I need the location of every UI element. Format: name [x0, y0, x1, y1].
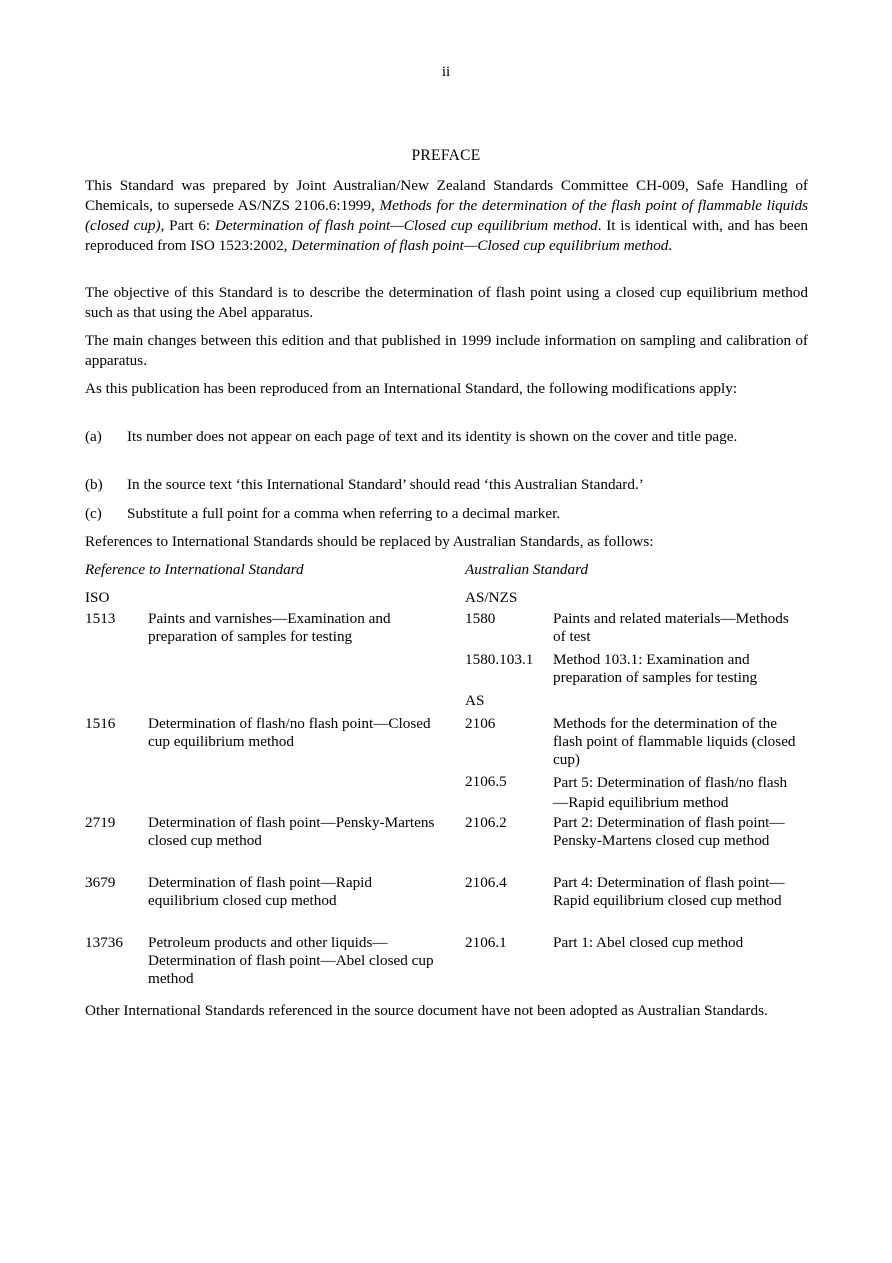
as-title: Paints and related materials—Methods of test	[553, 610, 789, 645]
as-number: 1580	[465, 610, 496, 627]
right-column-header: Australian Standard	[465, 561, 589, 578]
as-number: 1580.103.1	[465, 651, 534, 668]
as-number: 2106.2	[465, 814, 507, 831]
as-group-label: AS	[465, 692, 485, 709]
other-standards-paragraph: Other International Standards referenced in the source document have not been adopted as Australian Standards.	[85, 1002, 768, 1019]
as-number: 2106.1	[465, 934, 507, 951]
intro-paragraph	[85, 176, 808, 256]
list-item-text: In the source text ‘this International Standard’ should read ‘this Australian Standard.’	[127, 476, 644, 493]
intro-part: , Part 6:	[160, 217, 215, 234]
changes-paragraph: The main changes between this edition and that published in 1999 include information on sampling and calibration of apparatus.	[85, 332, 808, 369]
as-title: Method 103.1: Examination and preparation of samples for testing	[553, 651, 758, 686]
objective-paragraph: The objective of this Standard is to describe the determination of flash point using a closed cup equilibrium method such as that using the Abel apparatus.	[85, 284, 808, 321]
page-title: PREFACE	[411, 147, 481, 164]
list-item-text: Its number does not appear on each page of text and its identity is shown on the cover and title page.	[127, 428, 738, 445]
iso-number: 1513	[85, 610, 116, 627]
as-number: 2106	[465, 715, 496, 732]
intro-end: .	[668, 237, 673, 254]
asnzs-group-label: AS/NZS	[465, 589, 518, 606]
iso-title: Paints and varnishes—Examination and preparation of samples for testing	[148, 610, 391, 645]
iso-number: 3679	[85, 874, 116, 891]
as-number: 2106.4	[465, 874, 507, 891]
iso-title: Determination of flash/no flash point—Closed cup equilibrium method	[148, 715, 431, 750]
iso-number: 13736	[85, 934, 123, 951]
as-title: Part 4: Determination of flash point—Rapid equilibrium closed cup method	[553, 874, 785, 909]
list-item-text: Substitute a full point for a comma when referring to a decimal marker.	[127, 505, 561, 522]
as-title: Part 1: Abel closed cup method	[553, 934, 744, 951]
iso-group-label: ISO	[85, 589, 110, 606]
iso-title: Determination of flash point—Rapid equilibrium closed cup method	[148, 874, 372, 909]
as-number: 2106.5	[465, 773, 507, 790]
left-column-header: Reference to International Standard	[85, 561, 304, 578]
references-paragraph: References to International Standards should be replaced by Australian Standards, as follows:	[85, 533, 654, 550]
intro-identical: . It is identical with, and has been reproduced from ISO 1523:2002,	[85, 217, 808, 254]
intro-text: This Standard was prepared by Joint Australian/New Zealand Standards Committee CH-009, Safe Handling of Chemicals, to supersede AS/NZS 2106.6:1999,	[85, 177, 808, 214]
list-item-label: (b)	[85, 476, 103, 493]
iso-number: 2719	[85, 814, 116, 831]
as-title: Methods for the determination of the flash point of flammable liquids (closed cup)	[553, 715, 796, 768]
iso-title: Determination of flash point—Pensky-Martens closed cup method	[148, 814, 435, 849]
as-title: Part 2: Determination of flash point—Pensky-Martens closed cup method	[553, 814, 785, 849]
list-item-label: (c)	[85, 505, 102, 522]
as-title: Part 5: Determination of flash/no flash—Rapid equilibrium method	[553, 774, 788, 811]
intro-iso-title: Determination of flash point—Closed cup equilibrium method	[291, 237, 669, 254]
page-number: ii	[441, 64, 451, 80]
intro-series-title: Methods for the determination of the flash point of flammable liquids (closed cup)	[85, 197, 808, 234]
iso-number: 1516	[85, 715, 116, 732]
intro-part-title: Determination of flash point—Closed cup equilibrium method	[214, 217, 598, 234]
list-item-label: (a)	[85, 428, 102, 445]
modifications-paragraph: As this publication has been reproduced from an International Standard, the following modifications apply:	[85, 380, 738, 397]
iso-title: Petroleum products and other liquids—Determination of flash point—Abel closed cup method	[148, 934, 434, 987]
